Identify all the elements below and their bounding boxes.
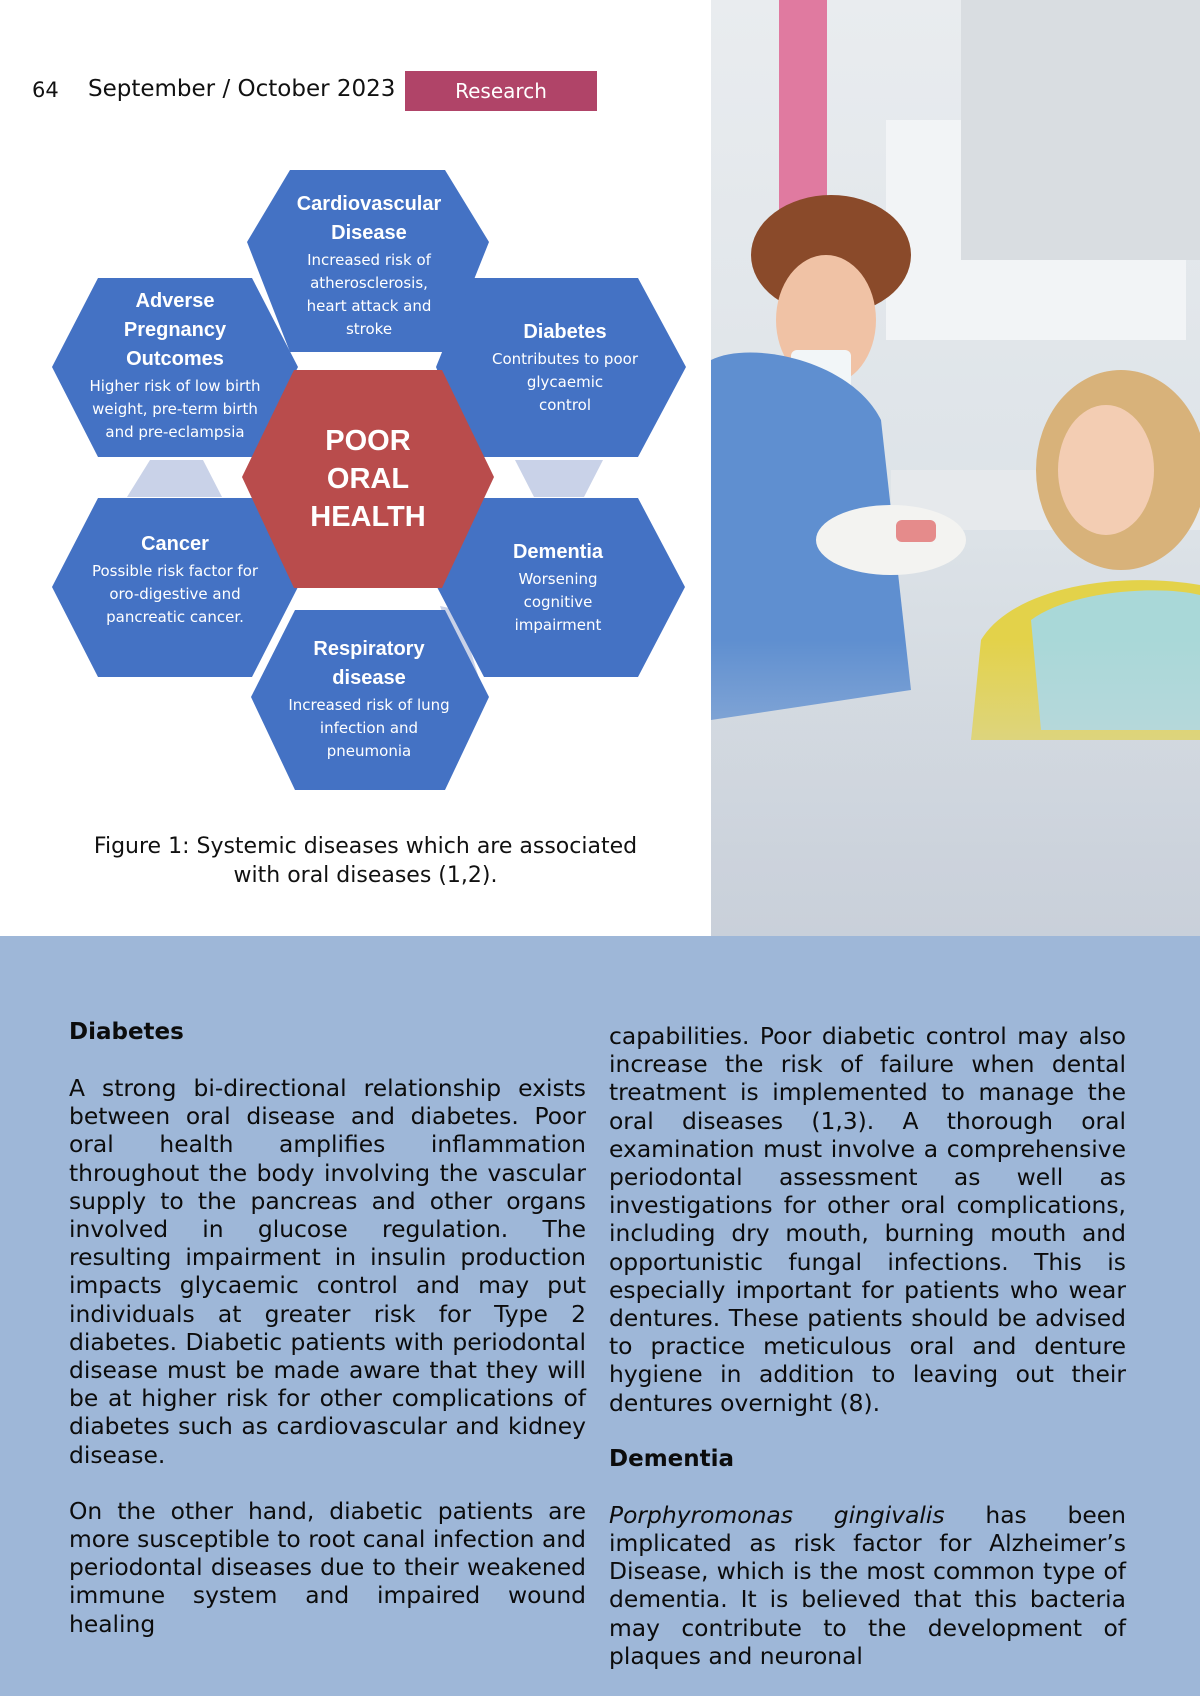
hexagon-dementia-text — [470, 528, 646, 646]
hexagon-title: Cancer — [141, 532, 209, 555]
photo-bottom-fade — [711, 640, 1200, 936]
center-title: POOR ORAL HEALTH — [310, 425, 426, 533]
species-name: Porphyromonas gingivalis — [609, 1500, 945, 1529]
hexagon-title: Respiratory disease — [313, 638, 425, 689]
hexagon-title: Dementia — [512, 540, 604, 563]
paragraph — [609, 1501, 1126, 1670]
hexagon-description: Increased risk of lung infection and pneumonia — [288, 696, 450, 760]
patient-face — [1058, 405, 1154, 535]
issue-date: September / October 2023 — [88, 76, 396, 102]
section-heading-diabetes: Diabetes — [69, 1019, 184, 1045]
article-column-left — [69, 1018, 586, 1666]
paragraph: On the other hand, diabetic patients are more susceptible to root canal infection and periodontal diseases due to their weakened immune system and impaired wound healing — [69, 1496, 586, 1638]
gloved-hands — [816, 505, 966, 575]
denture-model — [896, 520, 936, 542]
section-heading-dementia: Dementia — [609, 1445, 735, 1472]
hexagon-cardiovascular-text — [260, 185, 478, 345]
hexagon-description: Higher risk of low birth weight, pre-term birth and pre-eclampsia — [89, 376, 261, 441]
paragraph-text: has been implicated as risk factor for Alzheimer’s Disease, which is the most common type of dementia. It is believed that this bacteria may contribute to the development of plaques and neuronal — [609, 1500, 1126, 1670]
hexagon-title: Cardiovascular Disease — [296, 192, 442, 244]
hexagon-description: Worsening cognitive impairment — [514, 569, 602, 634]
dentist-patient-photo — [711, 0, 1200, 936]
hexagon-title: Adverse Pregnancy Outcomes — [123, 289, 227, 370]
hexagon-pregnancy-text — [72, 280, 278, 450]
hexagon-description: Increased risk of atherosclerosis, heart attack and stroke — [306, 250, 432, 338]
hexagon-description: Contributes to poor glycaemic control — [492, 349, 638, 414]
hexagon-description: Possible risk factor for oro-digestive and pancreatic cancer. — [91, 561, 259, 626]
connector-left — [127, 460, 222, 497]
paragraph: A strong bi-directional relationship exists between oral disease and diabetes. Poor oral health amplifies inflammation throughout the body involving the vascular supply to the pancreas and other organs involved in glucose regulation. The resulting impairment in insulin production impacts glycaemic control and may put individuals at greater risk for Type 2 diabetes. Diabetic patients with periodontal disease must be made aware that they will be at higher risk for other complications of diabetes such as cardiovascular and kidney disease. — [69, 1074, 586, 1469]
photo-illustration — [711, 0, 1200, 936]
dental-lamp — [961, 0, 1200, 260]
figure-caption: Figure 1: Systemic diseases which are associated with oral diseases (1,2). — [93, 834, 638, 888]
hexagon-respiratory-text — [262, 628, 476, 770]
section-tag: Research — [405, 71, 597, 111]
page-header-area — [0, 0, 711, 936]
article-column-right — [609, 1022, 1126, 1698]
hexagon-center-text — [268, 412, 468, 546]
connector-right — [515, 460, 603, 497]
page-number: 64 — [32, 78, 59, 102]
hexagon-title: Diabetes — [523, 320, 607, 343]
paragraph: capabilities. Poor diabetic control may also increase the risk of failure when dental treatment is implemented to manage the oral diseases (1,3). A thorough oral examination must involve a comprehensive periodontal assessment as well as investigations for other oral complications, including dry mouth, burning mouth and opportunistic fungal infections. This is especially important for patients who wear dentures. These patients should be advised to practice meticulous oral and denture hygiene in addition to leaving out their dentures overnight (8). — [609, 1022, 1126, 1417]
hexagon-cancer-text — [72, 524, 278, 634]
article-body — [0, 936, 1200, 1696]
oral-health-diagram — [0, 130, 711, 810]
hexagon-diabetes-text — [470, 308, 660, 426]
